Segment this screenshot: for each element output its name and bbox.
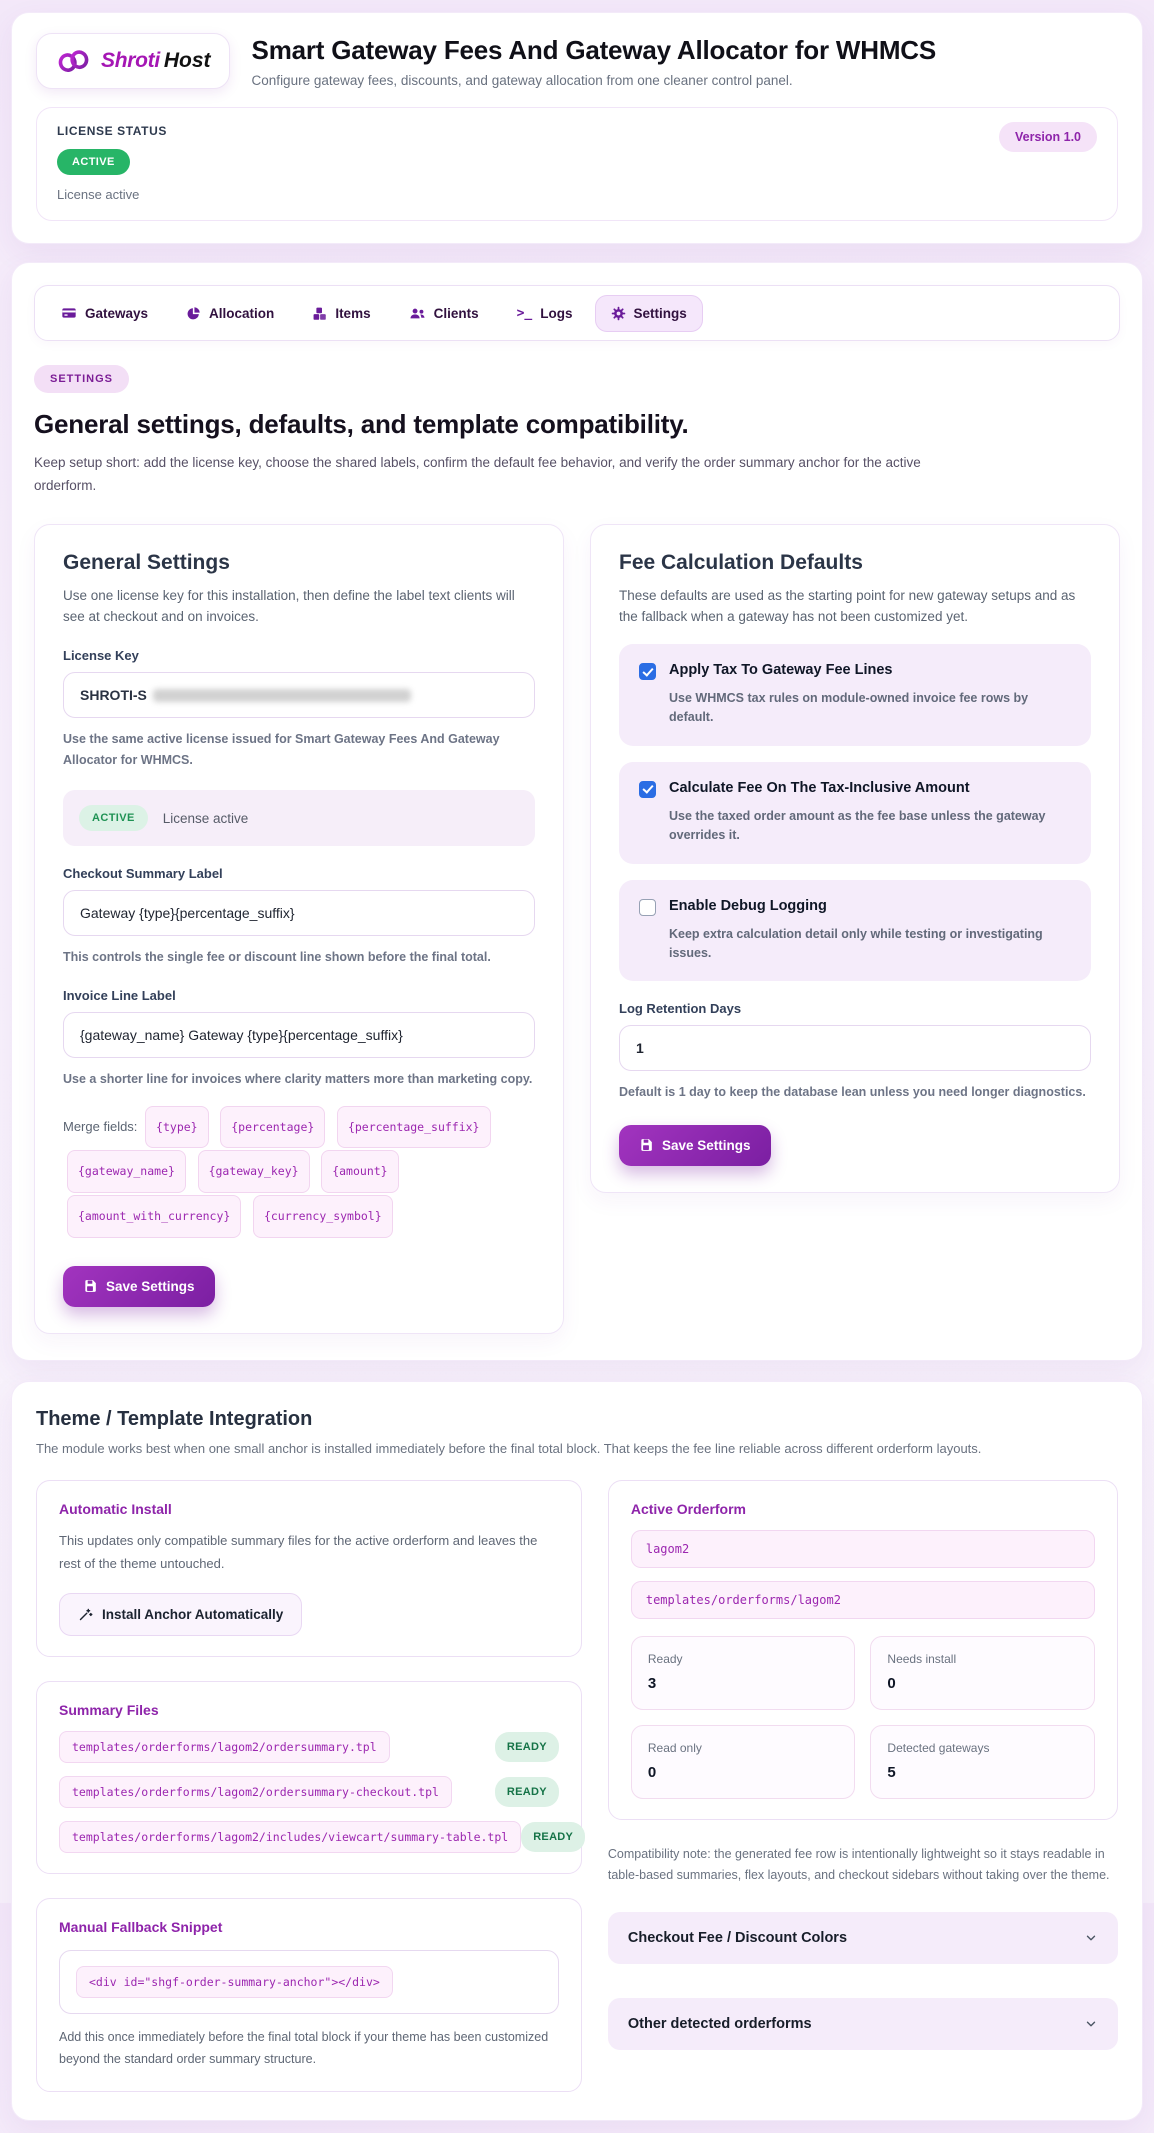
page-subtitle: Configure gateway fees, discounts, and gateway allocation from one cleaner control panel. bbox=[251, 72, 793, 88]
toggle-apply-tax bbox=[619, 644, 1091, 746]
save-settings-button[interactable] bbox=[63, 1266, 215, 1307]
tab-label: Clients bbox=[433, 305, 479, 321]
panel-description: Use one license key for this installation, then define the label text clients will see at checkout and on invoices. bbox=[63, 587, 515, 625]
file-path: templates/orderforms/lagom2/ordersummary.tpl bbox=[59, 1731, 390, 1763]
tab-label: Gateways bbox=[85, 305, 149, 321]
compatibility-note: Compatibility note: the generated fee row is intentionally lightweight so it stays readable in table-based summaries, flex layouts, and checkout sidebars without taking over the theme. bbox=[607, 1846, 1110, 1883]
snippet-box bbox=[59, 1950, 559, 2014]
stat-value: 0 bbox=[887, 1674, 896, 1692]
brand-name-first: Shroti bbox=[101, 49, 160, 72]
merge-field-chip[interactable]: {gateway_name} bbox=[67, 1150, 186, 1193]
license-active-text: License active bbox=[57, 187, 140, 202]
tab-label: Settings bbox=[633, 305, 687, 321]
checkout-label-label: Checkout Summary Label bbox=[63, 866, 223, 882]
stat-needs-install bbox=[870, 1636, 1095, 1710]
settings-card bbox=[11, 262, 1143, 1361]
tab-label: Items bbox=[335, 305, 371, 321]
merge-field-chip[interactable]: {currency_symbol} bbox=[253, 1195, 393, 1238]
integration-title: Theme / Template Integration bbox=[36, 1407, 313, 1430]
stat-label: Ready bbox=[647, 1651, 683, 1666]
panel-title: Fee Calculation Defaults bbox=[619, 550, 863, 574]
title-block bbox=[252, 35, 936, 88]
ready-badge: READY bbox=[521, 1822, 585, 1852]
stat-detected-gateways bbox=[870, 1725, 1095, 1799]
header-card bbox=[11, 12, 1143, 244]
brand-swirl-icon bbox=[55, 46, 93, 76]
active-orderform-title: Active Orderform bbox=[630, 1500, 747, 1517]
stat-ready bbox=[631, 1636, 856, 1710]
save-icon bbox=[639, 1138, 653, 1152]
page-title: Smart Gateway Fees And Gateway Allocator for WHMCS bbox=[251, 34, 937, 65]
summary-file-row bbox=[59, 1821, 574, 1853]
collapsible-other-orderforms[interactable] bbox=[608, 1998, 1118, 2050]
toggle-title: Apply Tax To Gateway Fee Lines bbox=[669, 662, 893, 679]
manual-fallback-title: Manual Fallback Snippet bbox=[59, 1919, 223, 1936]
tab-clients[interactable] bbox=[393, 295, 495, 332]
orderform-path: templates/orderforms/lagom2 bbox=[631, 1581, 1095, 1619]
merge-field-chip[interactable]: {type} bbox=[145, 1106, 209, 1149]
toggle-tax-inclusive bbox=[619, 762, 1091, 864]
save-button-label: Save Settings bbox=[662, 1137, 751, 1153]
terminal-icon: >_ bbox=[516, 305, 533, 321]
tab-gateways[interactable] bbox=[45, 294, 164, 332]
automatic-install-description: This updates only compatible summary files for the active orderform and leaves the rest of the theme untouched. bbox=[59, 1532, 538, 1571]
brand-name-second: Host bbox=[163, 49, 211, 72]
merge-field-chip[interactable]: {gateway_key} bbox=[198, 1150, 310, 1193]
merge-fields-label: Merge fields: bbox=[63, 1118, 138, 1134]
save-settings-button[interactable] bbox=[619, 1125, 771, 1166]
log-retention-input[interactable] bbox=[619, 1025, 1091, 1071]
license-status-card bbox=[36, 107, 1118, 221]
tab-logs[interactable] bbox=[501, 295, 589, 332]
stat-label: Read only bbox=[647, 1740, 702, 1755]
boxes-icon bbox=[312, 306, 327, 321]
merge-field-chip[interactable]: {percentage} bbox=[220, 1106, 325, 1149]
collapsible-label: Checkout Fee / Discount Colors bbox=[627, 1930, 848, 1947]
merge-field-chip[interactable]: {amount} bbox=[321, 1150, 398, 1193]
section-heading: General settings, defaults, and template compatibility. bbox=[34, 409, 689, 439]
license-active-badge: ACTIVE bbox=[57, 149, 130, 175]
license-key-value: SHROTI-S bbox=[80, 687, 147, 704]
checkout-label-help: This controls the single fee or discount line shown before the final total. bbox=[63, 950, 491, 965]
license-key-input[interactable] bbox=[63, 672, 535, 718]
stat-value: 3 bbox=[647, 1674, 657, 1692]
license-key-redacted bbox=[153, 689, 411, 702]
panel-title: General Settings bbox=[63, 550, 230, 574]
automatic-install-title: Automatic Install bbox=[59, 1500, 172, 1517]
automatic-install-card bbox=[36, 1480, 582, 1658]
checkbox[interactable] bbox=[639, 663, 656, 680]
section-description: Keep setup short: add the license key, choose the shared labels, confirm the default fee behavior, and verify the order summary anchor for the active orderform. bbox=[34, 455, 921, 493]
orderform-stats bbox=[631, 1636, 1095, 1799]
ready-badge: READY bbox=[495, 1732, 559, 1762]
license-inline-status bbox=[63, 790, 535, 846]
active-orderform-card bbox=[608, 1480, 1118, 1820]
install-anchor-button[interactable] bbox=[59, 1593, 302, 1636]
merge-fields-row bbox=[63, 1106, 535, 1240]
orderform-name: lagom2 bbox=[631, 1530, 1095, 1568]
summary-files-card bbox=[36, 1681, 582, 1874]
collapsible-label: Other detected orderforms bbox=[627, 2016, 812, 2033]
invoice-label-input[interactable] bbox=[63, 1012, 535, 1058]
license-status-badge: ACTIVE bbox=[79, 805, 148, 831]
merge-field-chip[interactable]: {percentage_suffix} bbox=[337, 1106, 491, 1149]
tab-settings[interactable] bbox=[595, 295, 703, 332]
toggle-debug-logging bbox=[619, 880, 1091, 982]
pie-chart-icon bbox=[186, 306, 201, 321]
summary-files-title: Summary Files bbox=[59, 1702, 159, 1719]
manual-fallback-card bbox=[36, 1898, 582, 2092]
license-status-label: LICENSE STATUS bbox=[57, 124, 167, 138]
install-anchor-label: Install Anchor Automatically bbox=[102, 1607, 284, 1623]
file-path: templates/orderforms/lagom2/includes/viewcart/summary-table.tpl bbox=[59, 1821, 521, 1853]
general-settings-panel bbox=[34, 524, 564, 1334]
save-button-label: Save Settings bbox=[106, 1278, 195, 1294]
toggle-title: Calculate Fee On The Tax-Inclusive Amount bbox=[669, 779, 970, 796]
toggle-description: Keep extra calculation detail only while testing or investigating issues. bbox=[669, 926, 1043, 960]
stat-read-only bbox=[631, 1725, 856, 1799]
brand-logo bbox=[36, 33, 230, 89]
integration-card bbox=[11, 1381, 1143, 2121]
gear-icon bbox=[611, 306, 626, 321]
checkbox[interactable] bbox=[639, 781, 656, 798]
chevron-down-icon bbox=[1084, 1931, 1098, 1945]
invoice-label-label: Invoice Line Label bbox=[63, 987, 176, 1003]
settings-chip: SETTINGS bbox=[34, 365, 129, 393]
stat-value: 5 bbox=[887, 1763, 896, 1781]
tab-label: Logs bbox=[540, 305, 573, 321]
chevron-down-icon bbox=[1084, 2017, 1098, 2031]
stat-label: Detected gateways bbox=[887, 1740, 990, 1755]
license-key-help: Use the same active license issued for Smart Gateway Fees And Gateway Allocator for WHMCS. bbox=[63, 732, 500, 767]
fee-defaults-panel bbox=[590, 524, 1120, 1193]
integration-description: The module works best when one small anchor is installed immediately before the final total block. That keeps the fee line reliable across different orderform layouts. bbox=[36, 1440, 982, 1456]
log-retention-help: Default is 1 day to keep the database lean unless you need longer diagnostics. bbox=[619, 1085, 1086, 1100]
stat-value: 0 bbox=[647, 1763, 657, 1781]
license-status-text: License active bbox=[162, 810, 249, 826]
fallback-snippet-code: <div id="shgf-order-summary-anchor"></div> bbox=[76, 1966, 393, 1998]
tab-bar bbox=[34, 285, 1120, 341]
manual-fallback-help: Add this once immediately before the final total block if your theme has been customized beyond the standard order summary structure. bbox=[59, 2030, 549, 2067]
save-icon bbox=[83, 1279, 97, 1293]
credit-card-icon bbox=[61, 305, 77, 321]
magic-wand-icon bbox=[78, 1607, 93, 1622]
collapsible-fee-colors[interactable] bbox=[608, 1912, 1118, 1964]
summary-file-row bbox=[59, 1776, 559, 1808]
version-badge: Version 1.0 bbox=[999, 122, 1097, 152]
users-icon bbox=[409, 306, 426, 321]
toggle-title: Enable Debug Logging bbox=[669, 897, 827, 914]
invoice-label-help: Use a shorter line for invoices where clarity matters more than marketing copy. bbox=[63, 1071, 533, 1086]
stat-label: Needs install bbox=[887, 1651, 957, 1666]
tab-items[interactable] bbox=[296, 295, 386, 332]
tab-allocation[interactable] bbox=[170, 295, 290, 332]
log-retention-label: Log Retention Days bbox=[619, 1001, 742, 1017]
tab-label: Allocation bbox=[209, 305, 275, 321]
panel-description: These defaults are used as the starting point for new gateway setups and as the fallback when a gateway has not been customized yet. bbox=[619, 587, 1076, 625]
file-path: templates/orderforms/lagom2/ordersummary-checkout.tpl bbox=[59, 1776, 452, 1808]
toggle-description: Use the taxed order amount as the fee base unless the gateway overrides it. bbox=[669, 808, 1046, 843]
checkout-label-input[interactable] bbox=[63, 890, 535, 936]
ready-badge: READY bbox=[495, 1777, 559, 1807]
license-key-label: License Key bbox=[63, 648, 139, 664]
checkbox[interactable] bbox=[639, 899, 656, 916]
summary-file-row bbox=[59, 1731, 559, 1763]
brand-row bbox=[36, 33, 1118, 89]
toggle-description: Use WHMCS tax rules on module-owned invoice fee rows by default. bbox=[669, 691, 1029, 725]
merge-field-chip[interactable]: {amount_with_currency} bbox=[67, 1195, 241, 1238]
